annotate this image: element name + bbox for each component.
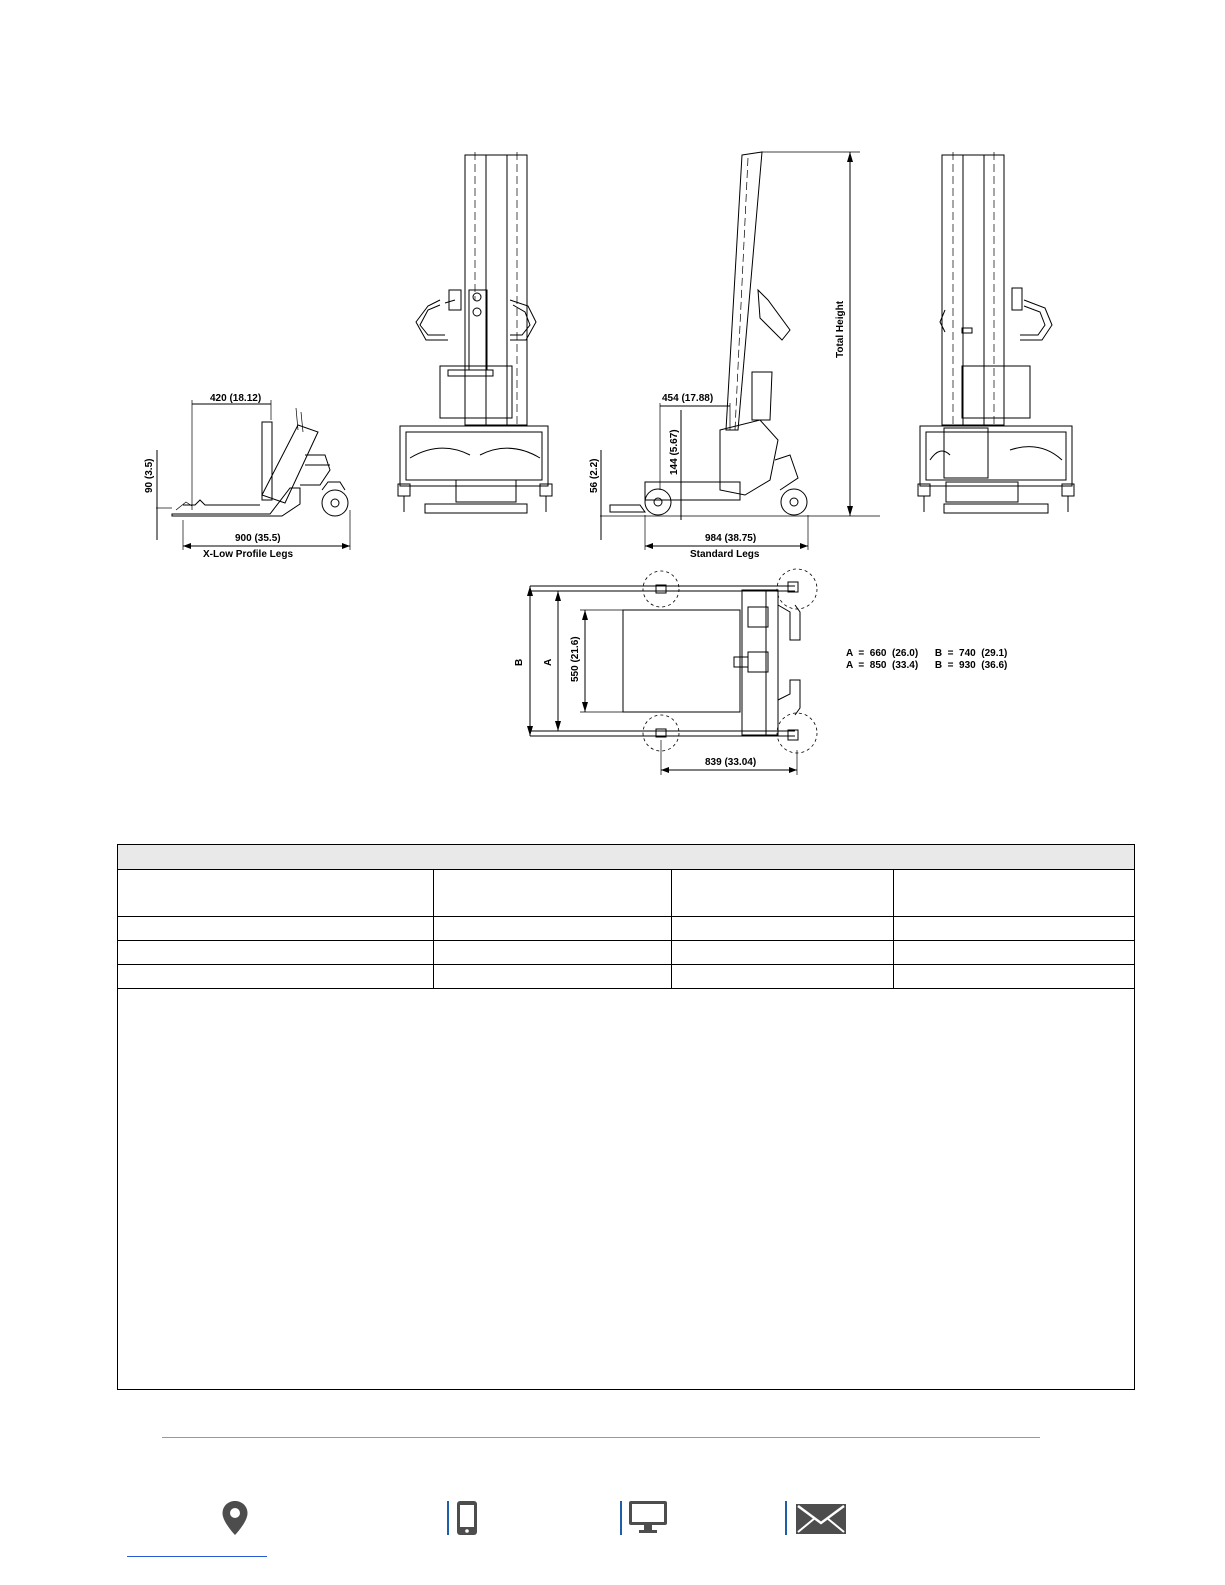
table-cell [434,941,672,964]
column-header [434,870,672,916]
standard-side-view [589,152,880,560]
standard-length-dimension: 984 (38.75) [705,533,757,544]
plan-spec-line-2: A = 850 (33.4) B = 930 (36.6) [846,660,1008,671]
table-cell [118,965,434,988]
monitor-icon [628,1500,668,1539]
plan-view [514,569,1007,775]
mobile-phone-icon [456,1500,478,1541]
table-cell [672,965,894,988]
rear-view [918,152,1074,513]
front-view [398,152,552,513]
plan-inner-dimension: 550 (21.6) [570,636,581,682]
table-row [118,941,1134,965]
standard-leg-height-dimension: 144 (5.67) [669,429,680,475]
table-cell [894,917,1134,940]
specification-table [117,844,1135,1390]
table-row [118,917,1134,941]
xlow-caption: X-Low Profile Legs [203,549,294,560]
table-header-bar [118,845,1134,870]
table-cell [672,941,894,964]
footer-accent-divider [447,1501,449,1535]
standard-width-dimension: 454 (17.88) [662,393,714,404]
footer-accent-divider [785,1501,787,1535]
table-cell [434,965,672,988]
envelope-icon [795,1503,847,1540]
standard-caption: Standard Legs [690,549,760,560]
plan-label-a: A [543,658,554,666]
table-row [118,965,1134,989]
table-cell [894,941,1134,964]
table-cell [894,965,1134,988]
total-height-label: Total Height [835,300,846,358]
table-cell [118,941,434,964]
column-header [672,870,894,916]
xlow-length-dimension: 900 (35.5) [235,533,281,544]
plan-label-b: B [514,658,525,666]
plan-depth-dimension: 839 (33.04) [705,757,757,768]
location-pin-icon [221,1500,249,1541]
column-header [894,870,1134,916]
xlow-side-view [144,393,350,560]
xlow-height-dimension: 90 (3.5) [144,458,155,493]
footer-accent-divider [620,1501,622,1535]
table-cell [118,917,434,940]
column-header [118,870,434,916]
standard-height-dimension: 56 (2.2) [589,458,600,493]
footer-link-underline[interactable] [127,1556,267,1557]
xlow-width-dimension: 420 (18.12) [210,393,262,404]
plan-spec-line-1: A = 660 (26.0) B = 740 (29.1) [846,648,1008,659]
table-column-headers [118,870,1134,917]
footer-divider [162,1437,1040,1438]
table-cell [434,917,672,940]
table-cell [672,917,894,940]
